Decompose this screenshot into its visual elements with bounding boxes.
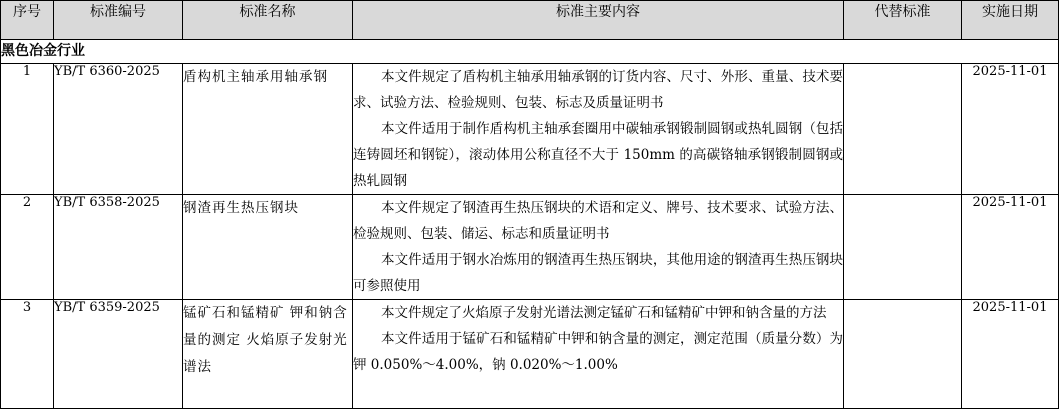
header-date: 实施日期 <box>962 1 1059 40</box>
row-seq: 1 <box>1 64 54 195</box>
row-content <box>353 195 844 300</box>
table-row <box>1 195 1059 300</box>
row-name: 锰矿石和锰精矿 钾和钠含量的测定 火焰原子发射光谱法 <box>183 300 353 409</box>
row-replaced <box>844 300 962 409</box>
row-replaced <box>844 195 962 300</box>
row-date: 2025-11-01 <box>962 300 1059 409</box>
row-content <box>353 300 844 409</box>
row-content-applicability: 本文件适用于制作盾构机主轴承套圈用中碳轴承钢锻制圆钢或热轧圆钢（包括连铸圆坯和钢锭），滚动体用公称直径不大于 150mm 的高碳铬轴承钢锻制圆钢或热轧圆钢 <box>353 121 843 189</box>
header-content: 标准主要内容 <box>353 1 844 40</box>
header-replaced: 代替标准 <box>844 1 962 40</box>
row-date: 2025-11-01 <box>962 64 1059 195</box>
section-title: 黑色冶金行业 <box>1 40 1059 64</box>
header-row <box>1 1 1059 40</box>
row-code: YB/T 6360-2025 <box>54 64 183 195</box>
row-seq: 3 <box>1 300 54 409</box>
header-code: 标准编号 <box>54 1 183 40</box>
table-row <box>1 64 1059 195</box>
row-seq: 2 <box>1 195 54 300</box>
row-code: YB/T 6359-2025 <box>54 300 183 409</box>
row-date: 2025-11-01 <box>962 195 1059 300</box>
row-content <box>353 64 844 195</box>
row-content-scope: 本文件规定了钢渣再生热压钢块的术语和定义、牌号、技术要求、试验方法、检验规则、包装、储运、标志和质量证明书 <box>353 200 843 242</box>
row-content-applicability: 本文件适用于钢水冶炼用的钢渣再生热压钢块，其他用途的钢渣再生热压钢块可参照使用 <box>353 252 843 294</box>
row-name: 盾构机主轴承用轴承钢 <box>183 64 353 195</box>
row-content-scope: 本文件规定了盾构机主轴承用轴承钢的订货内容、尺寸、外形、重量、技术要求、试验方法、检验规则、包装、标志及质量证明书 <box>353 69 843 111</box>
header-name: 标准名称 <box>183 1 353 40</box>
row-code: YB/T 6358-2025 <box>54 195 183 300</box>
row-content-applicability: 本文件适用于锰矿石和锰精矿中钾和钠含量的测定，测定范围（质量分数）为钾 0.050%～4.00%，钠 0.020%～1.00% <box>353 331 843 373</box>
row-content-scope: 本文件规定了火焰原子发射光谱法测定锰矿石和锰精矿中钾和钠含量的方法 <box>381 305 827 321</box>
row-replaced <box>844 64 962 195</box>
header-seq: 序号 <box>1 1 54 40</box>
row-name: 钢渣再生热压钢块 <box>183 195 353 300</box>
table-row <box>1 300 1059 409</box>
section-row <box>1 40 1059 64</box>
